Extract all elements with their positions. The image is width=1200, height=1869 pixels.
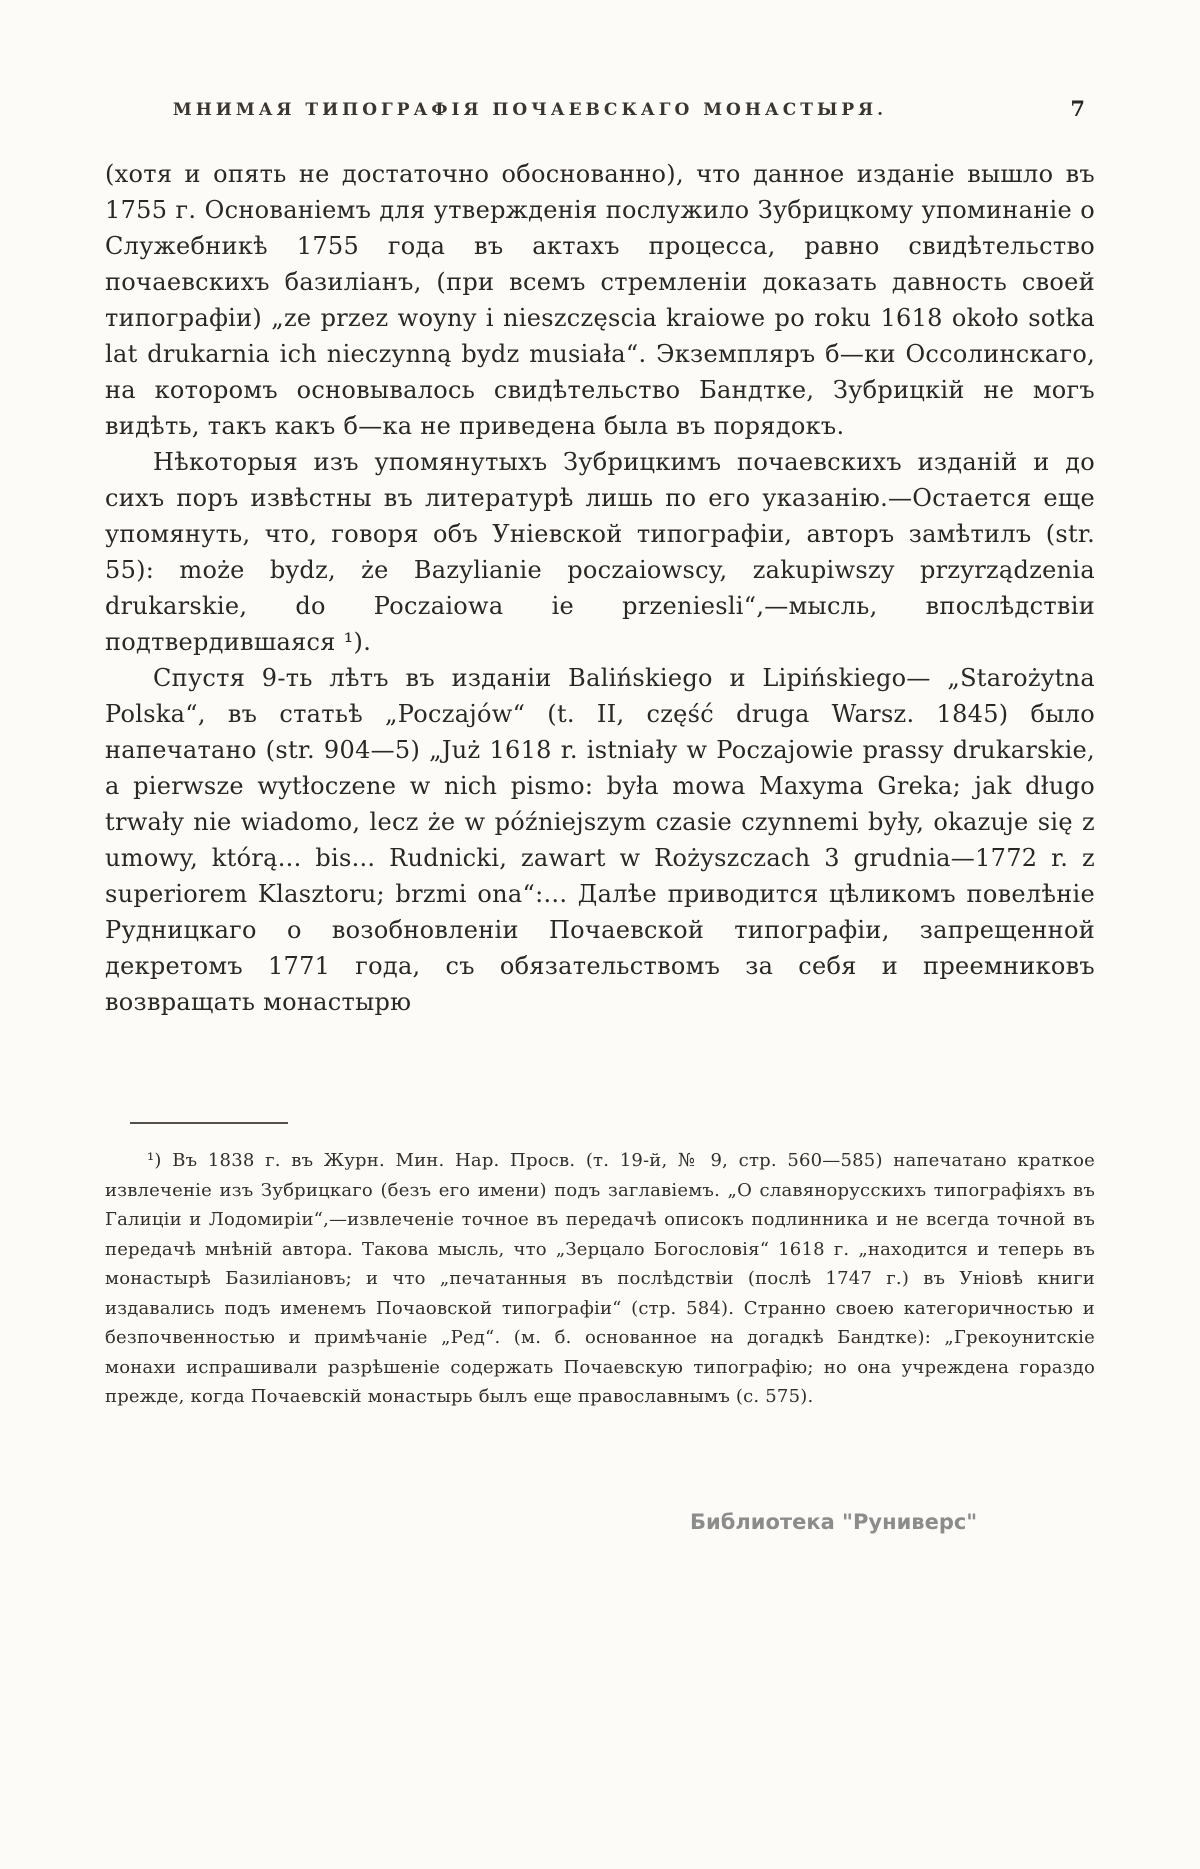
footnote-section xyxy=(105,1146,1095,1412)
paragraph: (хотя и опять не достаточно обоснованно), что данное изданіе вышло въ 1755 г. Основаніемъ для утвержденія послужило Зубрицкому упоминаніе о Служебникѣ 1755 года въ актахъ процесса, равно свидѣтельство почаевскихъ базиліанъ, (при всемъ стремленіи доказать давность своей типографіи) „ze przez woyny i nieszczęscia kraiowe po roku 1618 około sotka lat drukarnia ich nieczynną bydz musiała“. Экземпляръ б—ки Оссолинскаго, на которомъ основывалось свидѣтельство Бандтке, Зубрицкій не могъ видѣть, такъ какъ б—ка не приведена была въ порядокъ. xyxy=(105,160,1095,440)
footnote-separator xyxy=(130,1122,288,1124)
footnote-text: ¹) Въ 1838 г. въ Журн. Мин. Нар. Просв. (т. 19-й, № 9, стр. 560—585) напечатано краткое извлеченіе изъ Зубрицкаго (безъ его имени) подъ заглавіемъ. „О славянорусскихъ типографіяхъ въ Галиціи и Лодомиріи“,—извлеченіе точное въ передачѣ описокъ подлинника и не всегда точной въ передачѣ мнѣній автора. Такова мысль, что „Зерцало Богословія“ 1618 г. „находится и теперь въ монастырѣ Базиліановъ; и что „печатанныя въ послѣдствіи (послѣ 1747 г.) въ Уніовѣ книги издавались подъ именемъ Почаовской типографіи“ (стр. 584). Странно своею категоричностью и безпочвенностью и примѣчаніе „Ред“. (м. б. основанное на догадкѣ Бандтке): „Грекоунитскіе монахи испрашивали разрѣшеніе содержать Почаевскую типографію; но она учреждена гораздо прежде, когда Почаевскій монастырь былъ еще православнымъ (с. 575). xyxy=(105,1150,1095,1407)
body-text xyxy=(105,156,1095,1020)
paragraph: Нѣкоторыя изъ упомянутыхъ Зубрицкимъ почаевскихъ изданій и до сихъ поръ извѣстны въ литературѣ лишь по его указанію.—Остается еще упомянуть, что, говоря объ Уніевской типографіи, авторъ замѣтилъ (str. 55): może bydz, że Bazylianie poczaiowscy, zakupiwszy przyrządzenia drukarskie, do Poczaiowa ie przeniesli“,—мысль, впослѣдствіи подтвердившаяся ¹). xyxy=(105,448,1095,656)
page-header xyxy=(105,96,1095,121)
library-watermark: Библиотека "Руниверс" xyxy=(690,1510,978,1534)
paragraph: Спустя 9-ть лѣтъ въ изданіи Balińskiego и Lipińskiego— „Starożytna Polska“, въ статьѣ „Poczajów“ (t. II, część druga Warsz. 1845) было напечатано (str. 904—5) „Już 1618 r. istniały w Poczajowie prassy drukarskie, a pierwsze wytłoczene w nich pismo: była mowa Maxyma Greka; jak długo trwały nie wiadomo, lecz że w późniejszym czasie czynnemi były, okazuje się z umowy, którą... bis... Rudnicki, zawart w Rożyszczach 3 grudnia—1772 r. z superiorem Klasztoru; brzmi ona“:... Далѣе приводится цѣликомъ повелѣніе Рудницкаго о возобновленіи Почаевской типографіи, запрещенной декретомъ 1771 года, съ обязательствомъ за себя и преемниковъ возвращать монастырю xyxy=(105,664,1095,1016)
page-number: 7 xyxy=(1070,96,1085,121)
running-title: МНИМАЯ ТИПОГРАФІЯ ПОЧАЕВСКАГО МОНАСТЫРЯ. xyxy=(172,100,888,120)
